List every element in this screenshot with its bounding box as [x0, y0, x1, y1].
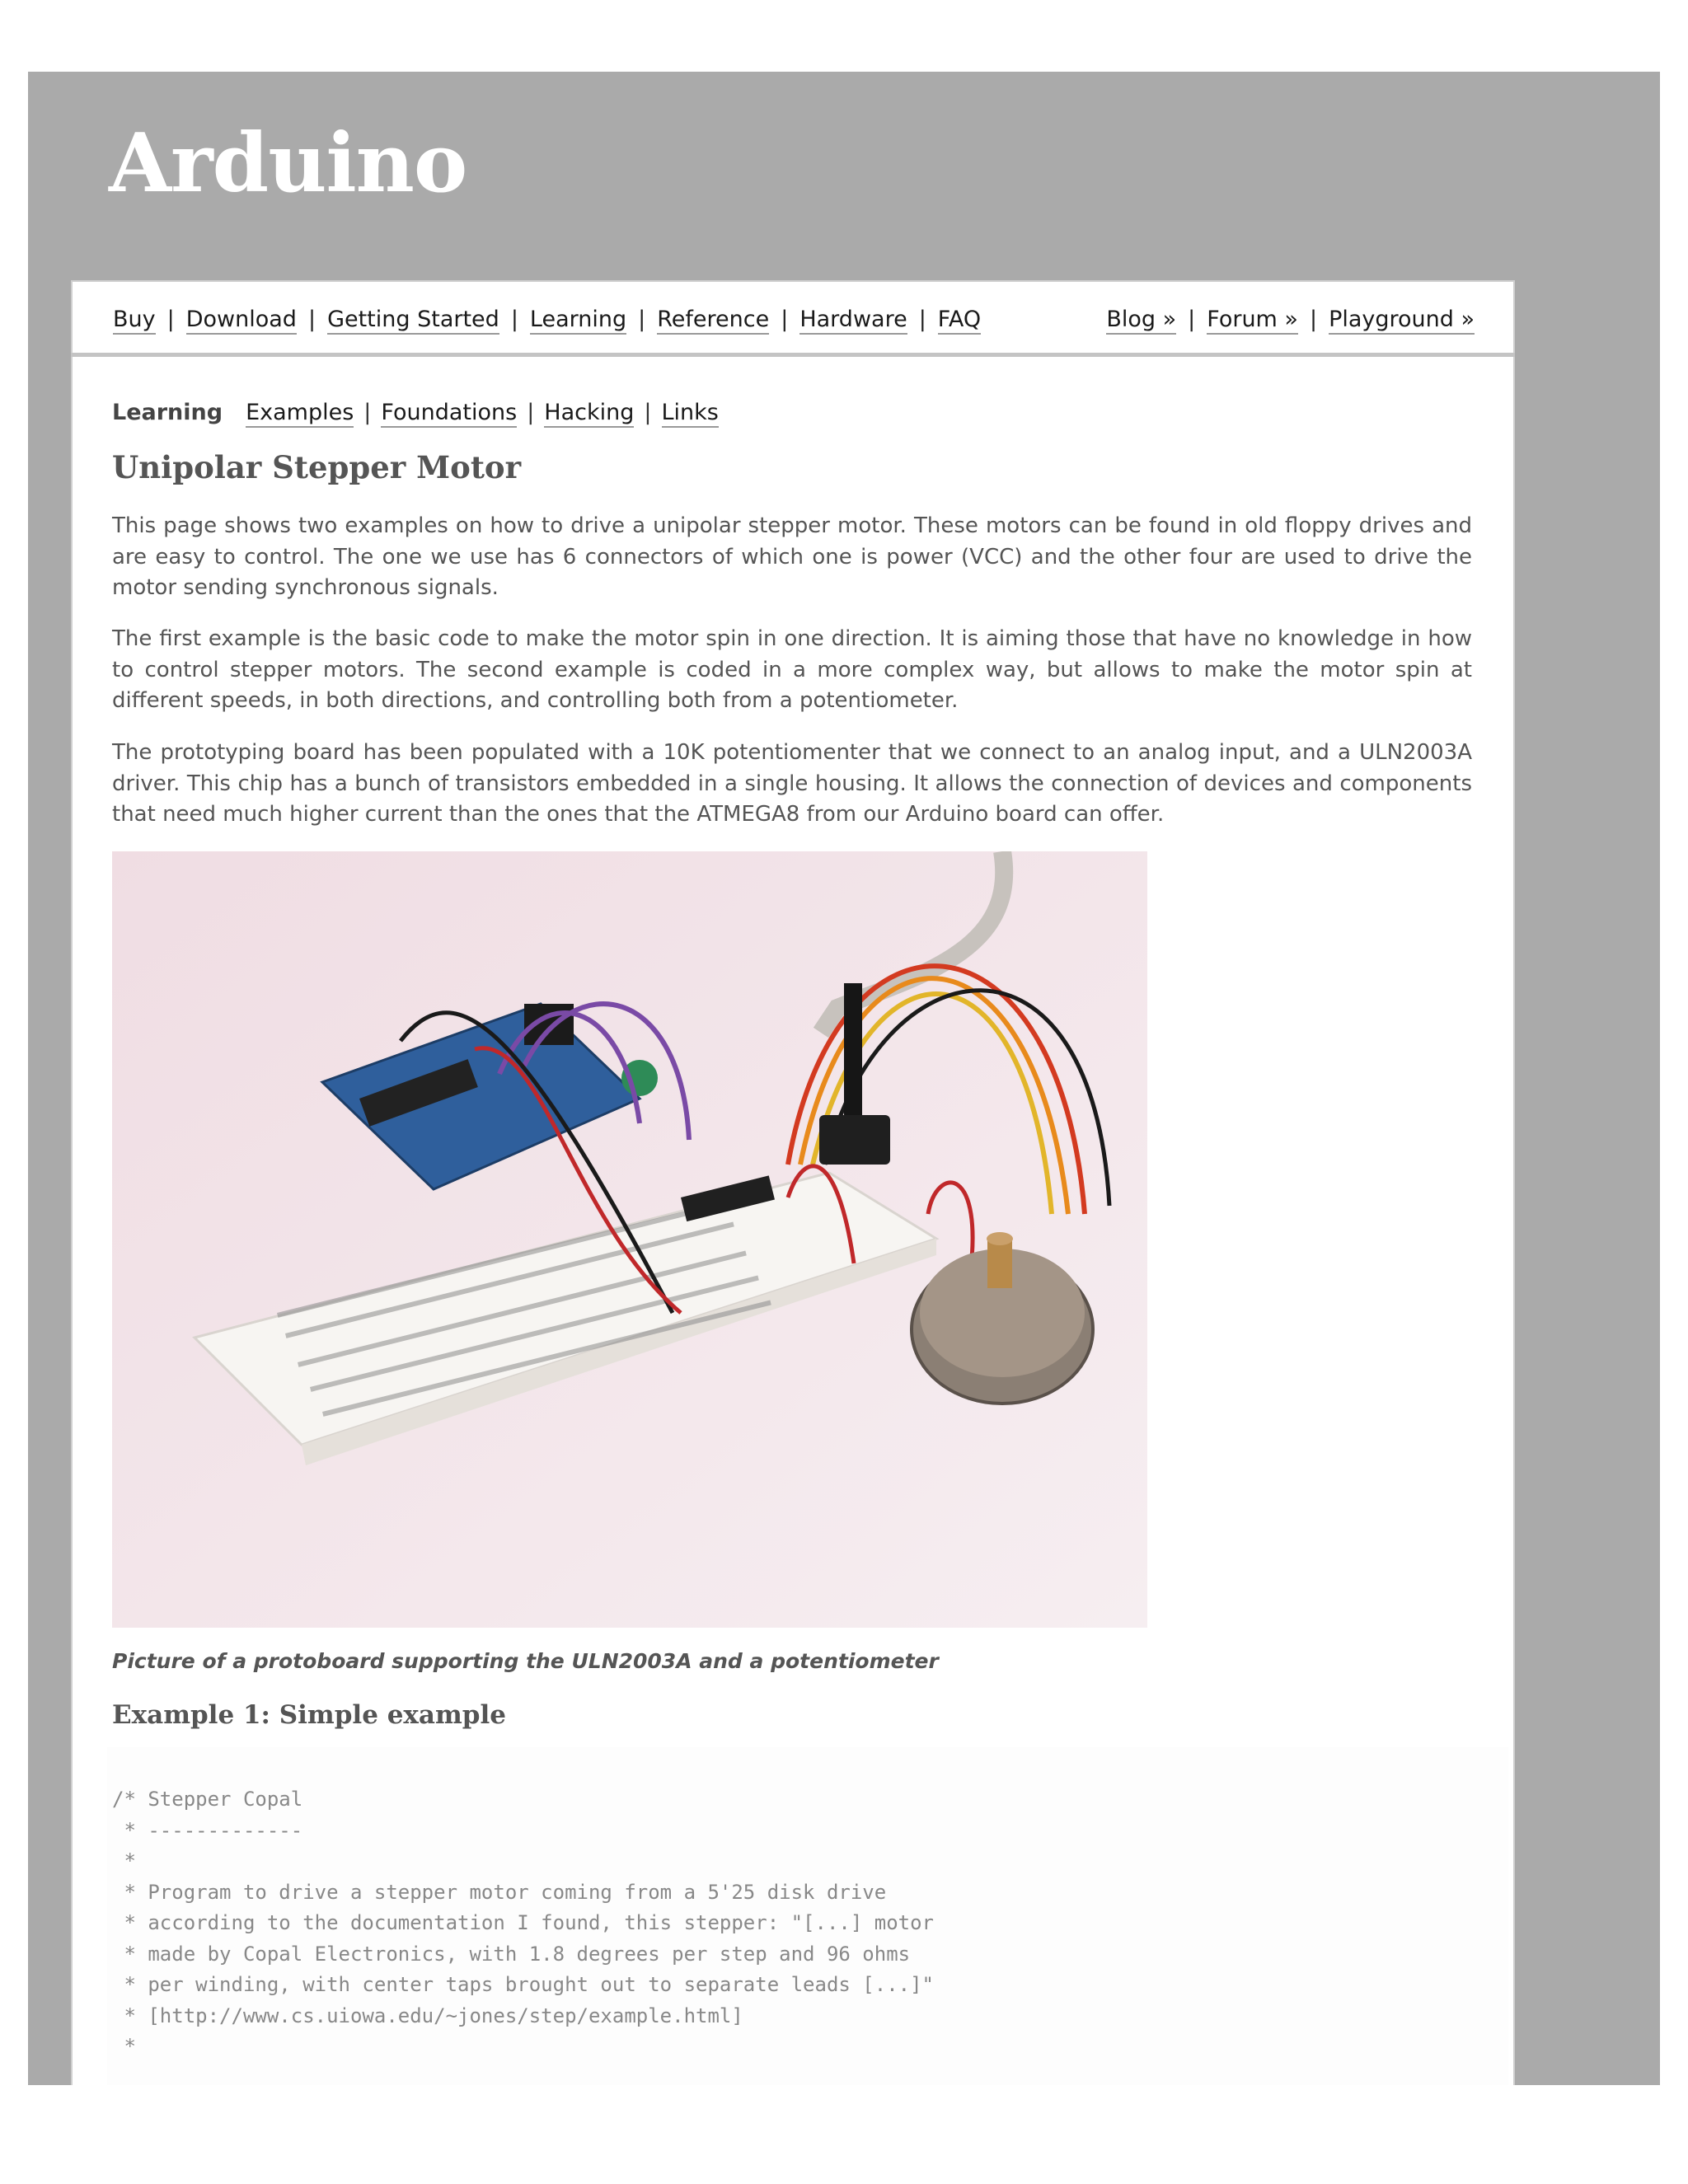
board-paragraph: The prototyping board has been populated with a 10K potentiomenter that we connect to an analog input, and a ULN2003A driver. This chip has a bunch of transistors embedded in a single housing. It allows the connection of devices and components that need much higher current than the ones that the ATMEGA8 from our Arduino board can offer.	[112, 740, 1472, 827]
subnav-current: Learning	[112, 400, 223, 425]
nav-separator: |	[307, 307, 316, 332]
main-nav-left	[113, 307, 981, 332]
nav-separator: |	[1188, 307, 1196, 332]
nav-learning-link[interactable]: Learning	[530, 307, 626, 335]
nav-buy-link[interactable]: Buy	[113, 307, 156, 335]
intro-paragraph: This page shows two examples on how to drive a unipolar stepper motor. These motors can be found in old floppy drives and are easy to control. The one we use has 6 connectors of which one is power (VCC) and the other four are used to drive the motor sending synchronous signals.	[112, 513, 1472, 600]
subnav-hacking-link[interactable]: Hacking	[544, 400, 634, 428]
main-nav-right	[1106, 307, 1475, 332]
nav-playground-link[interactable]: Playground »	[1329, 307, 1475, 335]
nav-blog-link[interactable]: Blog »	[1106, 307, 1176, 335]
site-logo[interactable]: Arduino	[109, 116, 467, 211]
nav-separator: |	[166, 307, 175, 332]
nav-forum-link[interactable]: Forum »	[1207, 307, 1298, 335]
nav-getting-started-link[interactable]: Getting Started	[327, 307, 499, 335]
nav-separator: |	[918, 307, 926, 332]
subnav-examples-link[interactable]: Examples	[246, 400, 354, 428]
nav-separator: |	[1309, 307, 1318, 332]
nav-reference-link[interactable]: Reference	[657, 307, 769, 335]
code-text: /* Stepper Copal * ------------- * * Program to drive a stepper motor coming from a 5'25 disk drive * according to the documentation I found, this stepper: "[...] motor * made by Copal Electronics, with 1.8 degrees per step and 96 ohms * per winding, with center taps brought out to separate leads [...]" * [http://www.cs.uiowa.edu/~jones/step/example.html] *	[112, 1788, 934, 2058]
subnav-separator: |	[644, 400, 652, 425]
subnav-foundations-link[interactable]: Foundations	[381, 400, 517, 428]
subnav-separator: |	[363, 400, 372, 425]
main-nav	[71, 280, 1515, 354]
nav-faq-link[interactable]: FAQ	[938, 307, 981, 335]
nav-divider	[71, 353, 1515, 357]
subnav-links-link[interactable]: Links	[662, 400, 719, 428]
sub-nav	[112, 400, 719, 425]
protoboard-illustration	[112, 851, 1147, 1628]
example-1-heading: Example 1: Simple example	[112, 1700, 506, 1730]
nav-separator: |	[638, 307, 646, 332]
page-bottom-margin	[0, 2085, 1688, 2184]
nav-download-link[interactable]: Download	[186, 307, 297, 335]
subnav-separator: |	[527, 400, 535, 425]
examples-paragraph: The first example is the basic code to make the motor spin in one direction. It is aiming those that have no knowledge in how to control stepper motors. The second example is coded in a more complex way, but allows to make the motor spin at different speeds, in both directions, and controlling both from a potentiometer.	[112, 626, 1472, 713]
nav-hardware-link[interactable]: Hardware	[799, 307, 907, 335]
protoboard-photo	[112, 851, 1147, 1628]
nav-separator: |	[781, 307, 789, 332]
nav-separator: |	[510, 307, 518, 332]
photo-caption: Picture of a protoboard supporting the ULN2003A and a potentiometer	[112, 1649, 939, 1673]
page-title: Unipolar Stepper Motor	[112, 449, 522, 485]
